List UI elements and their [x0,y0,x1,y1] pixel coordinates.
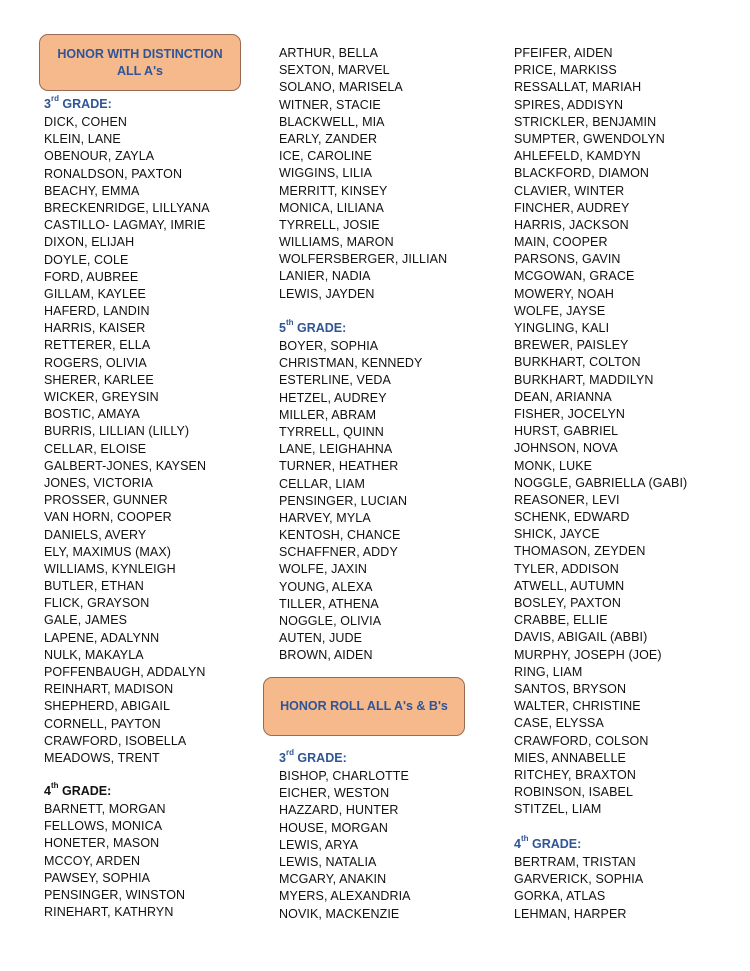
student-name: JOHNSON, NOVA [514,441,618,456]
student-name: BURRIS, LILLIAN (LILLY) [44,424,190,439]
student-name: LAPENE, ADALYNN [44,630,160,645]
student-name: LANIER, NADIA [279,269,371,284]
student-name: BOSLEY, PAXTON [514,596,622,610]
student-name: BREWER, PAISLEY [514,338,629,353]
student-name: FLICK, GRAYSON [44,596,150,611]
honor-roll-box [263,677,465,736]
student-name: FORD, AUBREE [44,269,139,284]
student-name: SCHAFFNER, ADDY [279,545,398,560]
student-name: TYRRELL, JOSIE [279,217,380,232]
student-name: SCHENK, EDWARD [514,510,630,525]
grade-3-header-honor-roll: 3rd GRADE: [279,748,347,765]
student-name: DIXON, ELIJAH [44,235,135,250]
student-name: STRICKLER, BENJAMIN [514,114,657,129]
student-name: ATWELL, AUTUMN [514,578,625,593]
student-name: CLAVIER, WINTER [514,183,625,198]
student-name: TYRRELL, QUINN [279,424,384,439]
student-name: BERTRAM, TRISTAN [514,855,636,869]
student-name: BEACHY, EMMA [44,183,140,198]
student-name: BOYER, SOPHIA [279,339,379,353]
student-name: PRICE, MARKISS [514,63,617,78]
student-name: PENSINGER, LUCIAN [279,493,408,508]
student-name: RETTERER, ELLA [44,338,151,353]
student-name: HONETER, MASON [44,836,160,851]
student-name: GALE, JAMES [44,613,128,628]
student-name: PROSSER, GUNNER [44,493,168,508]
student-name: EARLY, ZANDER [279,131,378,146]
student-name: RESSALLAT, MARIAH [514,80,642,95]
student-name: LEWIS, ARYA [279,837,359,852]
student-name: LANE, LEIGHAHNA [279,442,393,457]
student-name: NOGGLE, OLIVIA [279,614,382,628]
student-name: NOGGLE, GABRIELLA (GABI) [514,475,688,490]
student-name: EICHER, WESTON [279,786,390,801]
student-name: SANTOS, BRYSON [514,681,627,696]
student-name: HARRIS, JACKSON [514,217,629,232]
student-name: RITCHEY, BRAXTON [514,767,636,782]
student-name: LEWIS, JAYDEN [279,286,375,301]
student-name: ROBINSON, ISABEL [514,785,633,800]
student-name: WOLFE, JAXIN [279,562,368,577]
student-name: MIES, ANNABELLE [514,750,626,765]
student-name: WILLIAMS, MARON [279,235,394,250]
student-name: YINGLING, KALI [514,321,610,335]
grade-3-header-distinction: 3rd GRADE: [44,94,112,111]
student-name: SHERER, KARLEE [44,372,154,387]
student-name: HARVEY, MYLA [279,510,371,525]
student-name: NULK, MAKAYLA [44,647,144,662]
student-name: GALBERT-JONES, KAYSEN [44,458,207,473]
student-name: MERRITT, KINSEY [279,183,388,198]
student-name: ARTHUR, BELLA [279,46,379,60]
student-name: GILLAM, KAYLEE [44,286,146,301]
student-name: HAFERD, LANDIN [44,304,150,319]
student-name: MOWERY, NOAH [514,286,615,301]
student-name: BLACKFORD, DIAMON [514,166,650,181]
student-name: SHICK, JAYCE [514,527,600,542]
student-name: ELY, MAXIMUS (MAX) [44,544,172,559]
student-name: ICE, CAROLINE [279,149,372,164]
grade-4-header-honor-roll: 4th GRADE: [514,834,582,851]
distinction-grade4-list-part1 [44,801,185,921]
student-name: VAN HORN, COOPER [44,510,172,525]
student-name: WALTER, CHRISTINE [514,699,641,714]
student-name: RINEHART, KATHRYN [44,905,174,920]
student-name: PAWSEY, SOPHIA [44,870,151,885]
student-name: FINCHER, AUDREY [514,200,630,215]
grade-5-header-distinction: 5th GRADE: [279,318,347,335]
student-name: CASE, ELYSSA [514,716,604,731]
student-name: AUTEN, JUDE [279,631,363,646]
student-name: PARSONS, GAVIN [514,252,621,267]
student-name: LEWIS, NATALIA [279,854,377,869]
student-name: MURPHY, JOSEPH (JOE) [514,647,662,662]
distinction-grade5-list-part1 [279,338,422,665]
student-name: MCGARY, ANAKIN [279,872,387,887]
student-name: MYERS, ALEXANDRIA [279,889,411,904]
student-name: FISHER, JOCELYN [514,406,626,421]
student-name: MILLER, ABRAM [279,407,377,422]
student-name: BURKHART, MADDILYN [514,372,654,387]
student-name: THOMASON, ZEYDEN [514,544,646,559]
student-name: GORKA, ATLAS [514,889,606,904]
student-name: MEADOWS, TRENT [44,750,160,765]
student-name: TYLER, ADDISON [514,561,619,576]
student-name: OBENOUR, ZAYLA [44,149,155,164]
student-name: BLACKWELL, MIA [279,114,385,129]
student-name: NOVIK, MACKENZIE [279,906,400,921]
box-title-line2: ALL A's [116,63,164,78]
student-name: SUMPTER, GWENDOLYN [514,131,665,146]
student-name: ROGERS, OLIVIA [44,355,147,370]
student-name: MAIN, COOPER [514,235,608,250]
student-name: BARNETT, MORGAN [44,802,166,816]
student-name: CASTILLO- LAGMAY, IMRIE [44,218,206,233]
student-name: POFFENBAUGH, ADDALYN [44,665,206,679]
student-name: KENTOSH, CHANCE [279,528,401,543]
student-name: BOSTIC, AMAYA [44,407,140,422]
student-name: HOUSE, MORGAN [279,820,388,835]
honor-roll-title: HONOR ROLL ALL A's & B's [280,699,448,713]
student-name: HURST, GABRIEL [514,424,619,439]
student-name: WIGGINS, LILIA [279,166,373,181]
student-name: GARVERICK, SOPHIA [514,872,644,887]
student-name: HARRIS, KAISER [44,321,146,336]
student-name: CHRISTMAN, KENNEDY [279,356,423,371]
student-name: DANIELS, AVERY [44,527,147,542]
student-name: SHEPHERD, ABIGAIL [44,699,171,714]
student-name: TURNER, HEATHER [279,459,399,474]
student-name: YOUNG, ALEXA [279,579,373,594]
student-name: BISHOP, CHARLOTTE [279,769,409,783]
student-name: RONALDSON, PAXTON [44,166,183,181]
honor-with-distinction-box [39,34,241,91]
honor-roll-grade3-list [279,768,411,923]
student-name: DICK, COHEN [44,115,128,129]
student-name: WOLFERSBERGER, JILLIAN [279,252,448,267]
distinction-grade4-list-part2 [279,45,447,303]
student-name: HAZZARD, HUNTER [279,803,399,818]
student-name: STITZEL, LIAM [514,802,602,817]
student-name: DOYLE, COLE [44,252,129,267]
student-name: BRECKENRIDGE, LILLYANA [44,200,210,215]
student-name: LEHMAN, HARPER [514,906,627,921]
distinction-grade3-list-part1 [44,114,210,767]
student-name: CORNELL, PAYTON [44,716,161,731]
student-name: RING, LIAM [514,664,583,679]
student-name: SOLANO, MARISELA [279,80,403,95]
student-name: KLEIN, LANE [44,132,121,147]
student-name: WILLIAMS, KYNLEIGH [44,561,176,576]
student-name: REASONER, LEVI [514,492,620,507]
student-name: HETZEL, AUDREY [279,390,387,405]
student-name: CELLAR, LIAM [279,476,365,491]
student-name: MCGOWAN, GRACE [514,269,635,284]
student-name: CRABBE, ELLIE [514,613,608,628]
student-name: CRAWFORD, ISOBELLA [44,733,187,748]
student-name: WICKER, GREYSIN [44,390,159,404]
box-title-line1: HONOR WITH DISTINCTION [57,46,223,61]
student-name: BUTLER, ETHAN [44,579,144,594]
student-name: WITNER, STACIE [279,97,381,112]
student-name: DAVIS, ABIGAIL (ABBI) [514,630,648,645]
student-name: PFEIFER, AIDEN [514,46,613,60]
student-name: WOLFE, JAYSE [514,303,606,318]
student-name: BROWN, AIDEN [279,648,373,663]
honor-roll-grade4-list [514,854,643,923]
student-name: SEXTON, MARVEL [279,63,390,78]
student-name: MONICA, LILIANA [279,200,384,215]
student-name: BURKHART, COLTON [514,355,641,370]
student-name: SPIRES, ADDISYN [514,97,624,112]
student-name: CELLAR, ELOISE [44,441,147,456]
student-name: MCCOY, ARDEN [44,853,141,868]
student-name: MONK, LUKE [514,458,593,473]
student-name: FELLOWS, MONICA [44,819,163,834]
student-name: PENSINGER, WINSTON [44,887,186,902]
student-name: JONES, VICTORIA [44,475,153,490]
student-name: AHLEFELD, KAMDYN [514,149,641,164]
student-name: TILLER, ATHENA [279,596,379,611]
distinction-grade5-list-part2 [514,45,687,818]
grade-4-header-distinction: 4th GRADE: [44,781,112,798]
student-name: CRAWFORD, COLSON [514,733,649,748]
student-name: DEAN, ARIANNA [514,389,612,404]
student-name: REINHART, MADISON [44,682,174,697]
student-name: ESTERLINE, VEDA [279,373,391,388]
